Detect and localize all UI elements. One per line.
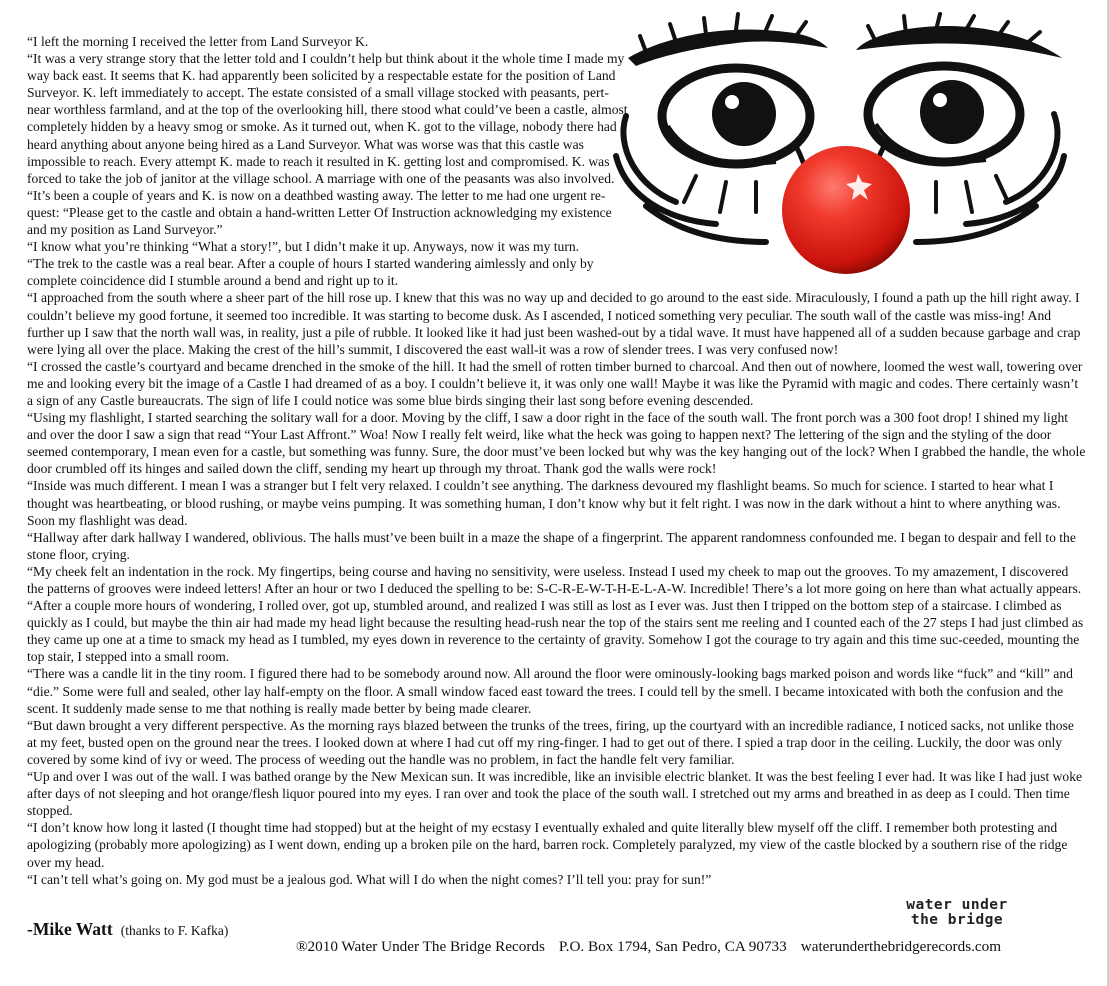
thanks-note: (thanks to F. Kafka): [120, 923, 229, 938]
label-logo: [892, 898, 1022, 928]
story-paragraph: “It was a very strange story that the letter told and I couldn’t help but think about it the whole time I made my way back east. It seems that K. had apparently been solicited by a respectable estate for the position of Land Surveyor. K. left immediately to accept. The estate consisted of a small village stocked with peasants, pert-near worthless farmland, and at the top of the overlooking hill, there stood what could’ve been a castle, almost completely hidden by a heavy smog or smoke. As it turned out, when K. got to the village, nobody there had heard anything about anyone being hired as a Land Surveyor. What was worse was that this castle was impossible to reach. Every attempt K. made to reach it resulted in K. getting lost and compromised. K. was forced to take the job of janitor at the village school. A marriage with one of the peasants was also involved.: [27, 51, 628, 186]
story-paragraph: “Using my flashlight, I started searching the solitary wall for a door. Moving by the cliff, I saw a door right in the face of the south wall. The front porch was a 300 foot drop! I shined my light and over the door I saw a sign that read “Your Last Affront.” Woa! Now I really felt weird, like what the heck was going to happen next? The lettering of the sign and the styling of the door seemed contemporary, I mean even for a castle, but something was funny. Sure, the door must’ve been locked but why was the key hanging out of the lock? When I grabbed the handle, the whole door crumbled off its hinges and sailed down the cliff, sending my heart up through my throat. Thank god the walls were rock!: [27, 410, 1086, 477]
story-paragraph: “The trek to the castle was a real bear. After a couple of hours I started wandering aimlessly and only by complete coincidence did I stumble around a bend and right up to it.: [27, 256, 594, 289]
story-text: [27, 33, 1087, 888]
logo-line-1: water under: [906, 897, 1008, 913]
story-paragraph: “There was a candle lit in the tiny room. I figured there had to be somebody around now. All around the floor were ominously-looking bags marked poison and words like “fuck” and “kill” and “die.” Some were full and sealed, other lay half-empty on the floor. A small window faced east toward the trees. I could tell by the smell. I became intoxicated with both the confusion and the scent. It suddenly made sense to me that nothing is really made better by being made clearer.: [27, 666, 1073, 716]
copyright-text: ®2010 Water Under The Bridge Records: [296, 938, 545, 955]
story-paragraph: “I approached from the south where a sheer part of the hill rose up. I knew that this was no way up and decided to go around to the east side. Miraculously, I found a path up the hill right away. I couldn’t believe my good fortune, it seemed too incredible. It was starting to become dusk. As I ascended, I noticed something very peculiar. The south wall of the castle was miss-ing! And further up I saw that the north wall was, in reality, just a pile of rubble. It looked like it had just been washed-out by a tidal wave. It must have happened all of a sudden because garbage and crap were lying all over the place. Making the crest of the hill’s summit, I discovered the east wall-it was a row of slender trees. I was very confused now!: [27, 290, 1081, 357]
story-paragraph: “I don’t know how long it lasted (I thought time had stopped) but at the height of my ecstasy I eventually exhaled and quite literally blew myself off the cliff. I remember both protesting and apologizing (probably more apologizing) as I went down, ending up a broken pile on the hard, barren rock. Completely paralyzed, my view of the castle blocked by a southern rise of the ridge over my head.: [27, 820, 1068, 870]
website-text: waterunderthebridgerecords.com: [800, 938, 1002, 955]
story-paragraph: “After a couple more hours of wondering, I rolled over, got up, stumbled around, and realized I was still as lost as I ever was. Just then I tripped on the bottom step of a staircase. I climbed as quickly as I could, but maybe the thin air had made my head light because the resulting head-rush near the top of the stairs sent me reeling and I counted each of the 27 steps I had just climbed as they came up one at a time to smack my head as I tumbled, my eyes down in reverence to the certainty of gravity. Somehow I got the courage to try again and this time suc-ceeded, mounting the top stair, I stepped into a small room.: [27, 598, 1084, 665]
footer: [296, 938, 1001, 956]
author-name: -Mike Watt: [27, 919, 113, 939]
story-paragraph: “Inside was much different. I mean I was a stranger but I felt very relaxed. I couldn’t see anything. The darkness devoured my flashlight beams. So much for science. I started to hear what I thought was heartbeating, or blood rushing, or maybe veins pumping. It was something human, I don’t know why but it felt right. I was now in the dark without a hint to where anything was. Soon my flashlight was dead.: [27, 478, 1061, 528]
story-paragraph: “My cheek felt an indentation in the rock. My fingertips, being course and having no sensitivity, were useless. Instead I used my cheek to map out the grooves. To my amazement, I discovered the patterns of grooves were indeed letters! After an hour or two I deduced the spelling to be: S-C-R-E-W-T-H-E-L-A-W. Incredible! There’s a lot more going on here than what actually appears.: [27, 563, 1082, 596]
story-paragraph: “But dawn brought a very different perspective. As the morning rays blazed between the trunks of the trees, firing, up the courtyard with an incredible radiance, I noticed sacks, not unlike those at my feet, busted open on the ground near the trees. I looked down at where I had cut off my ring-finger. I had to get out of there. I spied a trap door in the ceiling. Luckily, the door was only covered by some kind of ivy or weed. The process of weeding out the handle was no problem, in fact the handle felt very familiar.: [27, 717, 1074, 767]
story-paragraph: “I left the morning I received the letter from Land Surveyor K.: [27, 34, 369, 49]
signature: [27, 919, 228, 940]
story-paragraph: “Hallway after dark hallway I wandered, oblivious. The halls must’ve been built in a maze the shape of a fingerprint. The apparent randomness confounded me. I began to despair and fell to the stone floor, crying.: [27, 529, 1076, 562]
story-paragraph: “Up and over I was out of the wall. I was bathed orange by the New Mexican sun. It was incredible, like an invisible electric blanket. It was the best feeling I ever had. It was like I had just woke after days of not sleeping and hot orange/flesh liquor poured into my eyes. I ran over and took the place of the south wall. I stretched out my arms and breathed in as deep as I could. Then time stopped.: [27, 769, 1083, 819]
story-paragraph: “I know what you’re thinking “What a story!”, but I didn’t make it up. Anyways, now it was my turn.: [27, 239, 580, 255]
story-paragraph: “It’s been a couple of years and K. is now on a deathbed wasting away. The letter to me had one urgent re-quest: “Please get to the castle and obtain a hand-written Letter Of Instruction acknowledging my existence and my position as Land Surveyor.”: [27, 187, 612, 238]
address-text: P.O. Box 1794, San Pedro, CA 90733: [558, 938, 787, 955]
story-paragraph: “I can’t tell what’s going on. My god must be a jealous god. What will I do when the night comes? I’ll tell you: pray for sun!”: [27, 871, 712, 887]
logo-line-2: the bridge: [910, 912, 1004, 928]
story-paragraph: “I crossed the castle’s courtyard and became drenched in the smoke of the hill. It had the smell of rotten timber burned to charcoal. And then out of nowhere, loomed the west wall, towering over me and looking every bit the image of a Castle I had dreamed of as a boy. I couldn’t believe it, it was only one wall! Maybe it was like the Pyramid with magic and codes. There certainly wasn’t a sign of any Castle bureaucrats. The sign of life I could notice was some blue birds singing their last song before evening descended.: [27, 358, 1083, 408]
